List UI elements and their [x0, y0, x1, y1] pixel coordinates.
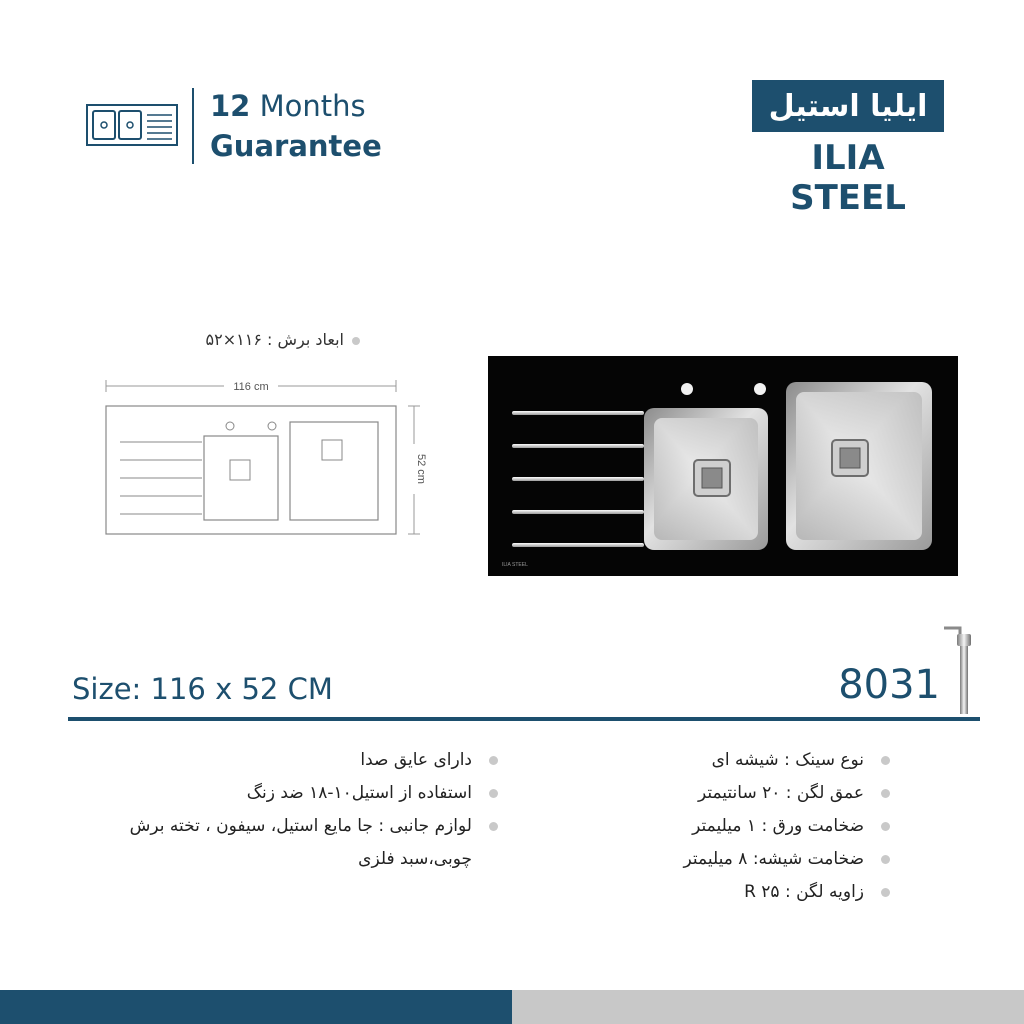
specs-right: [496, 744, 896, 909]
bullet-icon: [489, 756, 498, 765]
spec-item: [84, 777, 504, 810]
model-number: 8031: [838, 662, 940, 708]
guarantee-word: Guarantee: [210, 129, 382, 163]
size-label: Size: 116 x 52 CM: [72, 672, 333, 706]
spec-text: عمق لگن : ۲۰ سانتیمتر: [697, 783, 864, 803]
brand-logo-persian: ایلیا استیل: [752, 80, 944, 132]
spec-item: [496, 777, 896, 810]
guarantee-unit: Months: [259, 89, 366, 123]
spec-item: [496, 843, 896, 876]
spec-item: [496, 744, 896, 777]
spec-text: ضخامت ورق : ۱ میلیمتر: [692, 816, 864, 836]
spec-item: [496, 810, 896, 843]
section-divider: [68, 717, 980, 721]
spec-item: [84, 810, 504, 876]
brand-logo-latin: ILIA STEEL: [790, 138, 906, 218]
guarantee-number: 12: [210, 89, 251, 123]
sink-schematic: [96, 372, 436, 562]
double-sink-icon: [86, 104, 178, 146]
schematic-width-label: 116 cm: [233, 381, 269, 393]
bullet-icon: [352, 337, 360, 345]
bullet-icon: [881, 855, 890, 864]
sink-product-image: [488, 356, 958, 576]
guarantee-divider: [192, 88, 194, 164]
bullet-icon: [489, 822, 498, 831]
cut-dimensions: [150, 330, 360, 349]
bullet-icon: [489, 789, 498, 798]
bullet-icon: [881, 822, 890, 831]
bullet-icon: [881, 789, 890, 798]
spec-text: نوع سینک : شیشه ای: [711, 750, 864, 770]
footer-bar-grey: [512, 990, 1024, 1024]
photo-engraving: ILIA STEEL: [502, 562, 528, 568]
guarantee-duration: [210, 86, 366, 126]
bullet-icon: [881, 756, 890, 765]
spec-text: لوازم جانبی : جا مایع استیل، سیفون ، تخته برش چوبی،سبد فلزی: [129, 816, 472, 869]
spec-item: [496, 876, 896, 909]
spec-item: [84, 744, 504, 777]
spec-text: استفاده از استیل۱۰-۱۸ ضد زنگ: [246, 783, 472, 803]
spec-text: ضخامت شیشه: ۸ میلیمتر: [683, 849, 864, 869]
schematic-height-label: 52 cm: [415, 454, 427, 484]
spec-text: زاویه لگن : R ۲۵: [744, 882, 864, 902]
spec-text: دارای عایق صدا: [360, 750, 472, 770]
soap-dispenser-icon: [940, 624, 980, 716]
cut-dimensions-text: ابعاد برش : ۱۱۶×۵۲: [205, 330, 344, 349]
bullet-icon: [881, 888, 890, 897]
footer-bar-blue: [0, 990, 512, 1024]
specs-left: [84, 744, 504, 876]
